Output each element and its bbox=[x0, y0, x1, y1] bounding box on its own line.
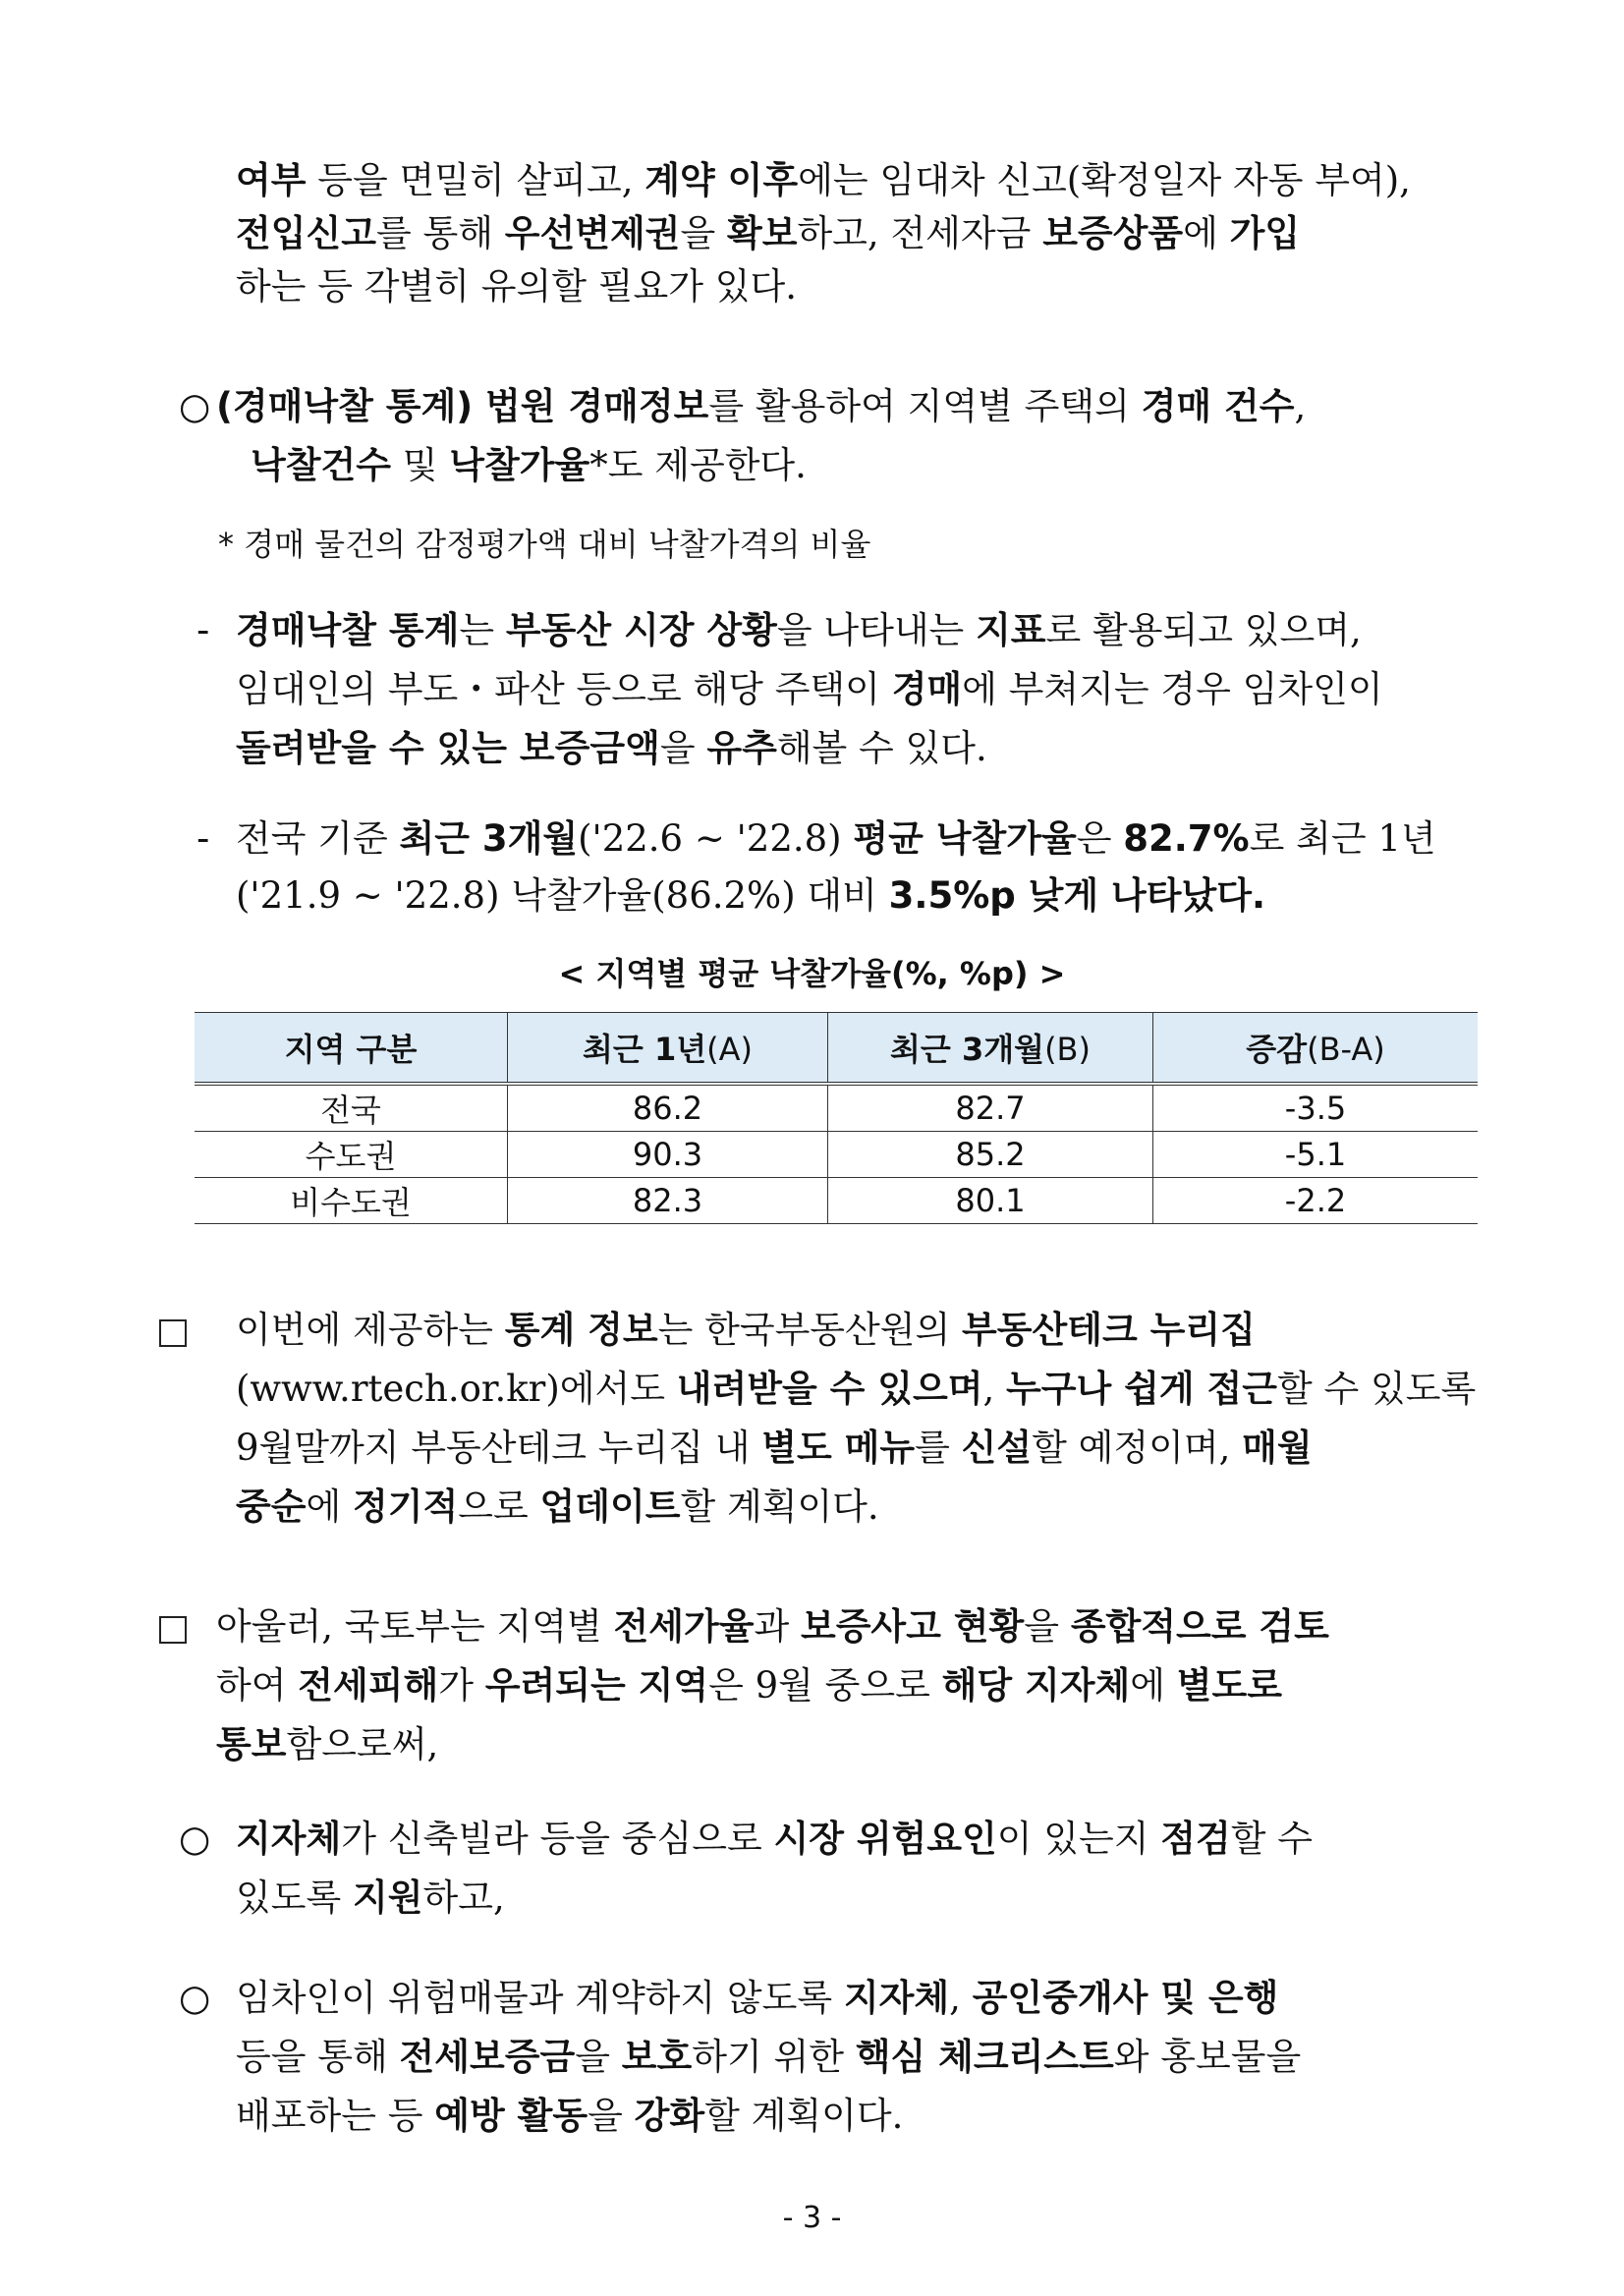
cell-diff: -3.5 bbox=[1153, 1084, 1479, 1132]
cell-diff: -5.1 bbox=[1153, 1132, 1479, 1178]
auction-line-1: (경매낙찰 통계) 법원 경매정보를 활용하여 지역별 주택의 경매 건수, bbox=[216, 385, 1307, 427]
auction-rate-table bbox=[195, 1012, 1478, 1224]
sec1-checkbox-icon bbox=[159, 1307, 187, 1354]
auction-line-2: 낙찰건수 및 낙찰가율*도 제공한다. bbox=[251, 444, 807, 486]
intro-line-2: 전입신고를 통해 우선변제권을 확보하고, 전세자금 보증상품에 가입 bbox=[236, 212, 1301, 254]
dash1-marker: - bbox=[196, 609, 210, 651]
intro-line-1: 여부 등을 면밀히 살피고, 계약 이후에는 임대차 신고(확정일자 자동 부여), bbox=[236, 159, 1411, 201]
header-change: 증감(B-A) bbox=[1153, 1013, 1479, 1085]
header-recent-quarter: 최근 3개월(B) bbox=[828, 1013, 1153, 1085]
circ1-bullet: ○ bbox=[179, 1818, 211, 1860]
table-header-row bbox=[195, 1013, 1478, 1085]
circ2-line-1: 임차인이 위험매물과 계약하지 않도록 지자체, 공인중개사 및 은행 bbox=[236, 1977, 1279, 2019]
circ2-bullet: ○ bbox=[179, 1977, 211, 2019]
header-region: 지역 구분 bbox=[195, 1013, 508, 1085]
dash1-line-3: 돌려받을 수 있는 보증금액을 유추해볼 수 있다. bbox=[236, 727, 987, 769]
cell-region: 전국 bbox=[195, 1084, 508, 1132]
dash2-line-2: ('21.9 ~ '22.8) 낙찰가율(86.2%) 대비 3.5%p 낮게 나타났다. bbox=[236, 874, 1266, 917]
sec1-line-1: 이번에 제공하는 통계 정보는 한국부동산원의 부동산테크 누리집 bbox=[236, 1309, 1256, 1351]
circ1-line-2: 있도록 지원하고, bbox=[236, 1876, 505, 1919]
table-caption: < 지역별 평균 낙찰가율(%, %p) > bbox=[558, 955, 1066, 992]
sec1-line-2: (www.rtech.or.kr)에서도 내려받을 수 있으며, 누구나 쉽게 접근할 수 있도록 bbox=[236, 1368, 1477, 1410]
page-number: - 3 - bbox=[782, 2201, 842, 2235]
cell-quarter: 82.7 bbox=[828, 1084, 1153, 1132]
cell-region: 수도권 bbox=[195, 1132, 508, 1178]
circ2-line-3: 배포하는 등 예방 활동을 강화할 계획이다. bbox=[236, 2095, 904, 2137]
sec2-line-3: 통보함으로써, bbox=[216, 1723, 439, 1765]
auction-footnote: * 경매 물건의 감정평가액 대비 낙찰가격의 비율 bbox=[218, 526, 871, 563]
sec2-line-2: 하여 전세피해가 우려되는 지역은 9월 중으로 해당 지자체에 별도로 bbox=[216, 1664, 1282, 1707]
table-row bbox=[195, 1178, 1478, 1224]
table-row bbox=[195, 1132, 1478, 1178]
sec2-checkbox-icon bbox=[159, 1603, 187, 1651]
cell-year: 90.3 bbox=[508, 1132, 828, 1178]
dash1-line-1: 경매낙찰 통계는 부동산 시장 상황을 나타내는 지표로 활용되고 있으며, bbox=[236, 609, 1362, 651]
dash1-line-2: 임대인의 부도・파산 등으로 해당 주택이 경매에 부쳐지는 경우 임차인이 bbox=[236, 668, 1383, 710]
intro-line-3: 하는 등 각별히 유의할 필요가 있다. bbox=[236, 265, 797, 308]
cell-region: 비수도권 bbox=[195, 1178, 508, 1224]
cell-year: 82.3 bbox=[508, 1178, 828, 1224]
dash2-line-1: 전국 기준 최근 3개월('22.6 ~ '22.8) 평균 낙찰가율은 82.7%로 최근 1년 bbox=[236, 817, 1436, 860]
sec2-line-1: 아울러, 국토부는 지역별 전세가율과 보증사고 현황을 종합적으로 검토 bbox=[216, 1605, 1329, 1648]
sec1-line-4: 중순에 정기적으로 업데이트할 계획이다. bbox=[236, 1485, 879, 1528]
auction-bullet: ○ bbox=[179, 385, 211, 427]
cell-diff: -2.2 bbox=[1153, 1178, 1479, 1224]
cell-quarter: 85.2 bbox=[828, 1132, 1153, 1178]
square-icon bbox=[159, 1616, 187, 1644]
dash2-marker: - bbox=[196, 817, 210, 860]
square-icon bbox=[159, 1319, 187, 1347]
circ1-line-1: 지자체가 신축빌라 등을 중심으로 시장 위험요인이 있는지 점검할 수 bbox=[236, 1818, 1314, 1860]
table-row bbox=[195, 1084, 1478, 1132]
cell-year: 86.2 bbox=[508, 1084, 828, 1132]
header-recent-year: 최근 1년(A) bbox=[508, 1013, 828, 1085]
sec1-line-3: 9월말까지 부동산테크 누리집 내 별도 메뉴를 신설할 예정이며, 매월 bbox=[236, 1427, 1313, 1469]
cell-quarter: 80.1 bbox=[828, 1178, 1153, 1224]
circ2-line-2: 등을 통해 전세보증금을 보호하기 위한 핵심 체크리스트와 홍보물을 bbox=[236, 2036, 1302, 2078]
